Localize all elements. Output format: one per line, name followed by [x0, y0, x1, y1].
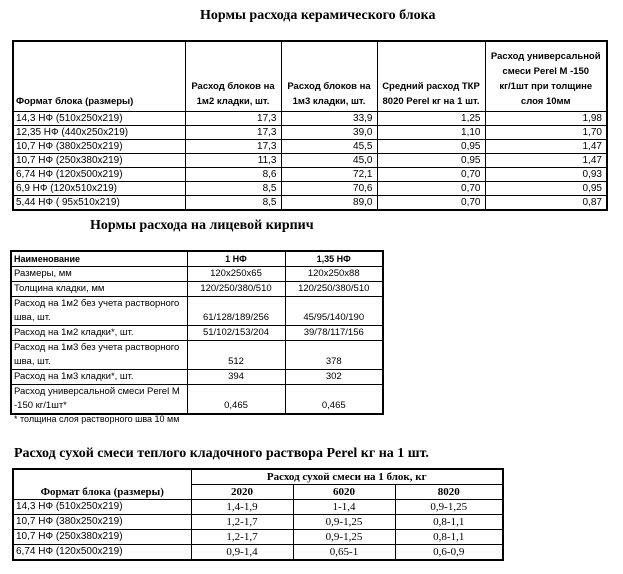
table-cell: 45,5 — [281, 139, 377, 153]
table-cell: 70,6 — [281, 181, 377, 195]
table-row — [11, 326, 383, 341]
header-1nf: 1 НФ — [187, 251, 285, 267]
table-cell: 1,10 — [377, 125, 485, 139]
dry-mix-table — [12, 468, 504, 561]
table-cell: 10,7 НФ (380х250х219) — [13, 515, 191, 530]
table-cell: Расход на 1м2 кладки*, шт. — [11, 326, 187, 341]
table-cell: 5,44 НФ ( 95х510х219) — [13, 195, 185, 210]
table-row — [13, 181, 607, 195]
table-cell: Расход на 1м2 без учета растворного шва, шт. — [11, 297, 187, 326]
table-cell: 120х250х65 — [187, 267, 285, 282]
table-row — [13, 125, 607, 139]
table-cell: 10,7 НФ (250х380х219) — [13, 530, 191, 545]
table-cell: Толщина кладки, мм — [11, 282, 187, 297]
table-cell: 14,3 НФ (510х250х219) — [13, 111, 185, 125]
header-per-m3: Расход блоков на 1м3 кладки, шт. — [281, 41, 377, 111]
table-cell: 0,8-1,1 — [395, 515, 503, 530]
table-cell: 45,0 — [281, 153, 377, 167]
table-cell: 10,7 НФ (250х380х219) — [13, 153, 185, 167]
table-cell: 0,95 — [377, 153, 485, 167]
table-cell: 0,95 — [485, 181, 607, 195]
table-cell: 72,1 — [281, 167, 377, 181]
table-cell: 8,5 — [185, 195, 281, 210]
table-cell: 33,9 — [281, 111, 377, 125]
table-cell: 0,8-1,1 — [395, 530, 503, 545]
table-row — [13, 111, 607, 125]
table-cell: 0,465 — [285, 385, 383, 415]
table-row — [13, 195, 607, 210]
table-cell: 0,6-0,9 — [395, 545, 503, 561]
header-per-m2: Расход блоков на 1м2 кладки, шт. — [185, 41, 281, 111]
table-cell: 61/128/189/256 — [187, 297, 285, 326]
header-name: Наименование — [11, 251, 187, 267]
table-row — [13, 500, 503, 515]
ceramic-block-table — [12, 40, 608, 211]
table-cell: 1,2-1,7 — [191, 515, 293, 530]
table3-title: Расход сухой смеси теплого кладочного раствора Perel кг на 1 шт. — [14, 446, 429, 461]
table-cell: 1,70 — [485, 125, 607, 139]
table-cell: 0,65-1 — [293, 545, 395, 561]
table-cell: Расход универсальной смеси Perel M -150 кг/1шт* — [11, 385, 187, 415]
header-format: Формат блока (размеры) — [13, 469, 191, 500]
table-cell: 0,9-1,25 — [293, 530, 395, 545]
table-cell: 45/95/140/190 — [285, 297, 383, 326]
table-cell: 11,3 — [185, 153, 281, 167]
table-cell: 1-1,4 — [293, 500, 395, 515]
table-cell: 0,9-1,25 — [395, 500, 503, 515]
table-row — [11, 267, 383, 282]
table-row — [13, 545, 503, 561]
header-tkr: Средний расход ТКР 8020 Perel кг на 1 шт. — [377, 41, 485, 111]
table-cell: 39/78/117/156 — [285, 326, 383, 341]
table-cell: 1,47 — [485, 153, 607, 167]
footnote: * толщина слоя растворного шва 10 мм — [14, 414, 180, 424]
table-cell: 0,70 — [377, 167, 485, 181]
table-row — [11, 297, 383, 326]
table-cell: 512 — [187, 341, 285, 370]
table-cell: 89,0 — [281, 195, 377, 210]
table-row — [13, 515, 503, 530]
table-cell: 6,9 НФ (120х510х219) — [13, 181, 185, 195]
table-cell: 1,4-1,9 — [191, 500, 293, 515]
table-cell: Размеры, мм — [11, 267, 187, 282]
table2-title: Нормы расхода на лицевой кирпич — [90, 218, 314, 233]
facing-brick-table — [10, 250, 384, 415]
table-row — [13, 153, 607, 167]
table-row — [13, 139, 607, 153]
table-cell: 394 — [187, 370, 285, 385]
header-universal: Расход универсальной смеси Perel M -150 кг/1шт при толщине слоя 10мм — [485, 41, 607, 111]
table1-title: Нормы расхода керамического блока — [200, 8, 436, 23]
table-cell: 0,465 — [187, 385, 285, 415]
table-cell: 8,5 — [185, 181, 281, 195]
table-cell: 120/250/380/510 — [285, 282, 383, 297]
header-6020: 6020 — [293, 485, 395, 500]
table-cell: 0,9-1,25 — [293, 515, 395, 530]
table-cell: 17,3 — [185, 111, 281, 125]
table-cell: 378 — [285, 341, 383, 370]
table-cell: 1,25 — [377, 111, 485, 125]
header-format: Формат блока (размеры) — [13, 41, 185, 111]
table-cell: 0,70 — [377, 195, 485, 210]
table-row — [11, 385, 383, 415]
header-group: Расход сухой смеси на 1 блок, кг — [191, 469, 503, 485]
table-cell: 17,3 — [185, 125, 281, 139]
table-row — [11, 282, 383, 297]
table-cell: Расход на 1м3 без учета растворного шва, шт. — [11, 341, 187, 370]
header-2020: 2020 — [191, 485, 293, 500]
header-135nf: 1,35 НФ — [285, 251, 383, 267]
table-cell: 120/250/380/510 — [187, 282, 285, 297]
table-row — [11, 341, 383, 370]
table-row — [11, 370, 383, 385]
table-cell: 1,2-1,7 — [191, 530, 293, 545]
table-cell: 0,70 — [377, 181, 485, 195]
table-cell: 6,74 НФ (120х500х219) — [13, 545, 191, 561]
table-row — [13, 530, 503, 545]
table-cell: 12,35 НФ (440х250х219) — [13, 125, 185, 139]
table-cell: 6,74 НФ (120х500х219) — [13, 167, 185, 181]
table-cell: 17,3 — [185, 139, 281, 153]
table-row — [13, 167, 607, 181]
table-cell: Расход на 1м3 кладки*, шт. — [11, 370, 187, 385]
table-cell: 0,9-1,4 — [191, 545, 293, 561]
table-cell: 8,6 — [185, 167, 281, 181]
table-cell: 1,98 — [485, 111, 607, 125]
header-8020: 8020 — [395, 485, 503, 500]
table-cell: 14,3 НФ (510х250х219) — [13, 500, 191, 515]
table-cell: 0,95 — [377, 139, 485, 153]
table-cell: 0,93 — [485, 167, 607, 181]
table-cell: 10,7 НФ (380х250х219) — [13, 139, 185, 153]
table-cell: 1,47 — [485, 139, 607, 153]
table-cell: 302 — [285, 370, 383, 385]
table-cell: 120х250х88 — [285, 267, 383, 282]
table-cell: 39,0 — [281, 125, 377, 139]
table-cell: 0,87 — [485, 195, 607, 210]
table-cell: 51/102/153/204 — [187, 326, 285, 341]
